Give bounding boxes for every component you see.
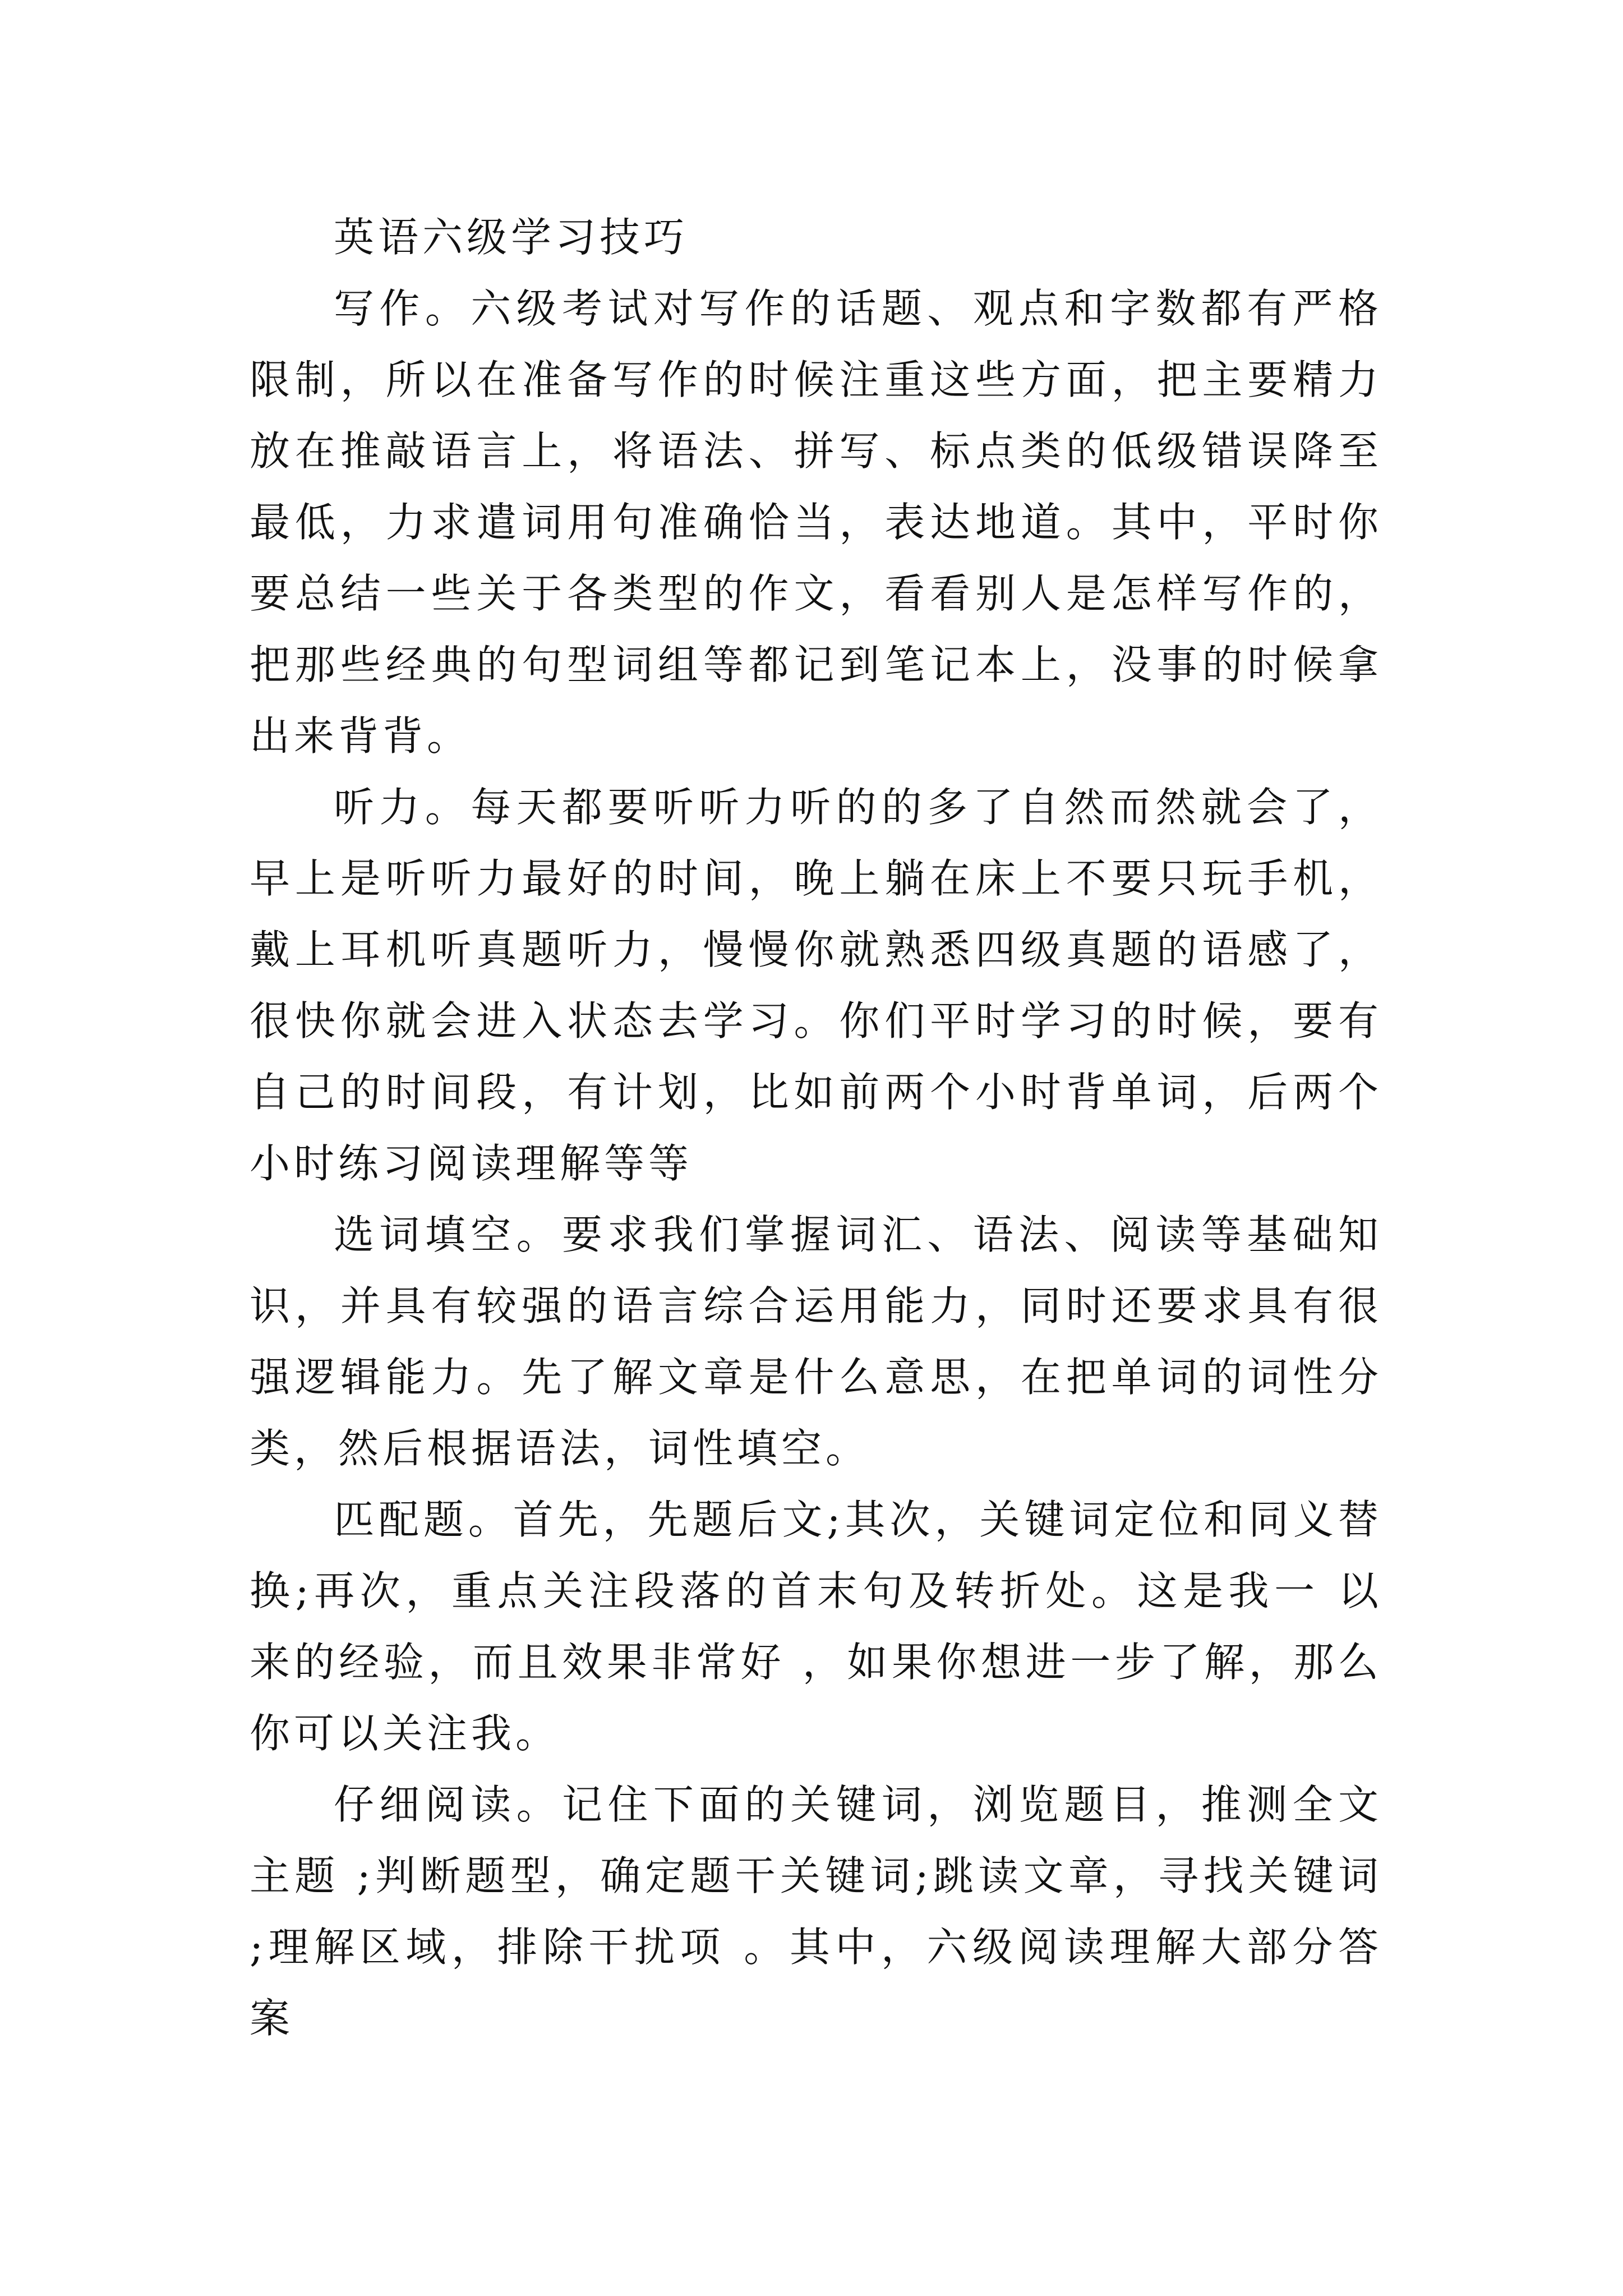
paragraph-listening: 听力。每天都要听听力听的的多了自然而然就会了，早上是听听力最好的时间，晚上躺在床上不要只玩手机，戴上耳机听真题听力，慢慢你就熟悉四级真题的语感了，很快你就会进入状态去学习。你们平时学习的时候，要有自己的时间段，有计划，比如前两个小时背单词，后两个小时练习阅读理解等等 <box>250 784 1382 1187</box>
paragraph-matching: 匹配题。首先，先题后文;其次，关键词定位和同义替换;再次，重点关注段落的首末句及转折处。这是我一 以来的经验，而且效果非常好 ，如果你想进一步了解，那么你可以关注我。 <box>250 1496 1382 1757</box>
document-body <box>250 202 1382 2054</box>
paragraph-word-fill: 选词填空。要求我们掌握词汇、语法、阅读等基础知识，并具有较强的语言综合运用能力，同时还要求具有很强逻辑能力。先了解文章是什么意思，在把单词的词性分类，然后根据语法，词性填空。 <box>250 1211 1382 1472</box>
paragraph-careful-reading: 仔细阅读。记住下面的关键词，浏览题目，推测全文主题 ;判断题型，确定题干关键词;跳读文章，寻找关键词 ;理解区域，排除干扰项 。其中，六级阅读理解大部分答案 <box>250 1781 1382 2042</box>
paragraph-writing: 写作。六级考试对写作的话题、观点和字数都有严格限制，所以在准备写作的时候注重这些方面，把主要精力放在推敲语言上，将语法、拼写、标点类的低级错误降至最低，力求遣词用句准确恰当，表达地道。其中，平时你要总结一些关于各类型的作文，看看别人是怎样写作的，把那些经典的句型词组等都记到笔记本上，没事的时候拿出来背背。 <box>250 285 1382 760</box>
document-title: 英语六级学习技巧 <box>334 214 689 261</box>
